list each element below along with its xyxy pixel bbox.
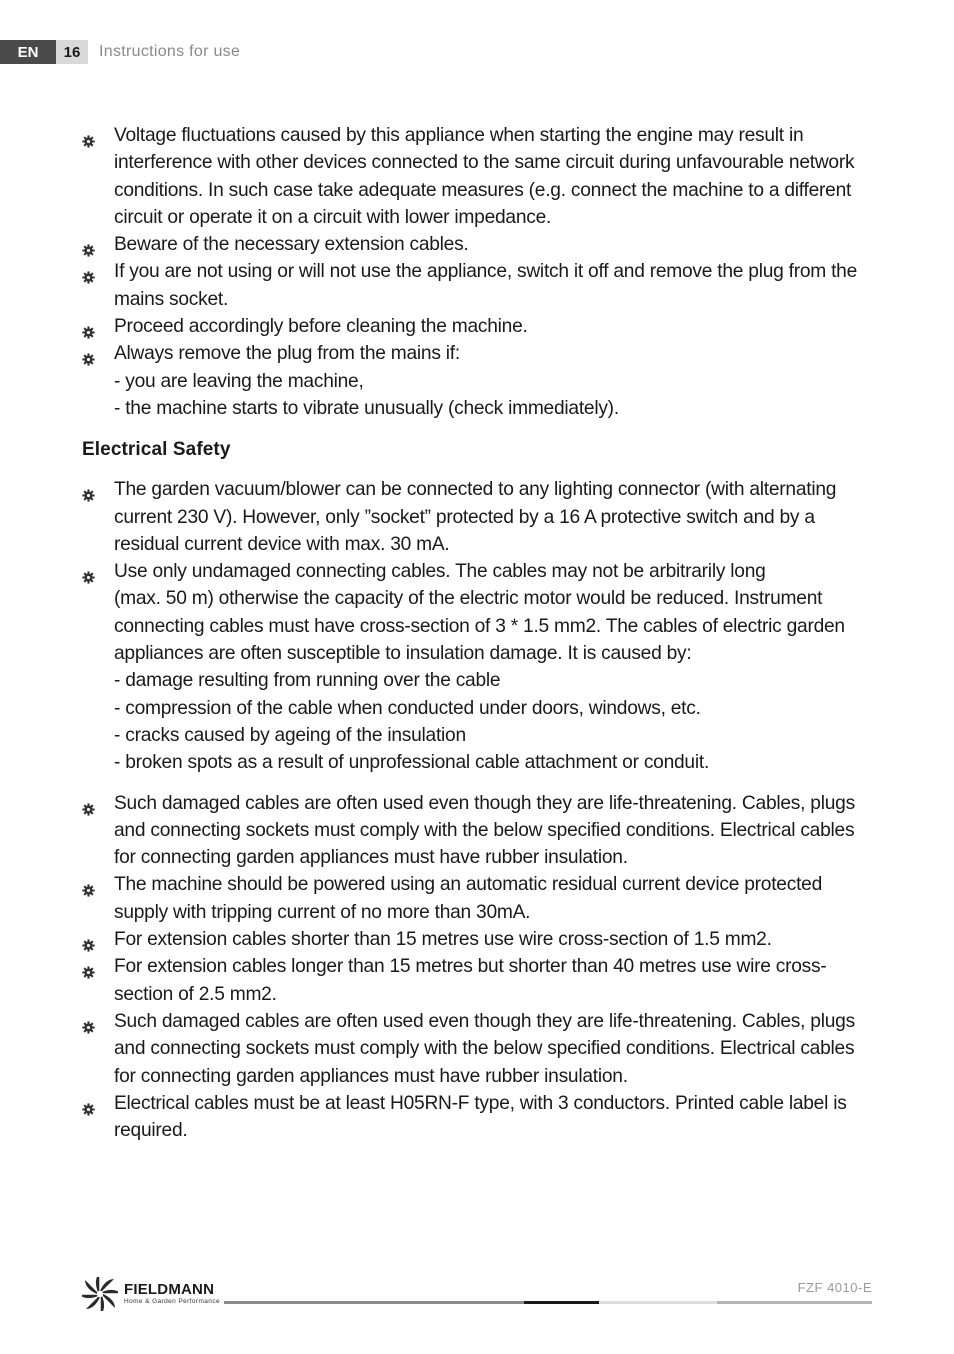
gear-bullet-icon: [82, 483, 95, 496]
gear-bullet-icon: [82, 960, 95, 973]
gear-bullet-icon: [82, 320, 95, 333]
brand-tagline: Home & Garden Performance: [124, 1298, 220, 1305]
gear-bullet-icon: [82, 265, 95, 278]
header-title: Instructions for use: [99, 43, 241, 60]
gear-bullet-icon: [82, 129, 95, 142]
gear-bullet-icon: [82, 1097, 95, 1110]
list-item: Voltage fluctuations caused by this appliance when starting the engine may result in interference with other devices connected to the same circuit during unfavourable network conditions. In such case take adequate measures (e.g. connect the machine to a different circuit or operate it on a circuit with lower impedance.: [82, 122, 877, 231]
list-item: The machine should be powered using an automatic residual current device protected supply with tripping current of no more than 30mA.: [82, 871, 877, 926]
gear-bullet-icon: [82, 933, 95, 946]
footer-rule: [599, 1301, 717, 1304]
list-item: Proceed accordingly before cleaning the machine.: [82, 313, 877, 340]
footer-rule: [524, 1301, 599, 1304]
footer-rule: [717, 1301, 872, 1304]
list-item: The garden vacuum/blower can be connected to any lighting connector (with alternating current 230 V). However, only ”socket” protected by a 16 A protective switch and by a residual current device with max. 30 mA.: [82, 476, 877, 558]
footer-rule: [224, 1301, 524, 1304]
list-item: For extension cables longer than 15 metres but shorter than 40 metres use wire cross-section of 2.5 mm2.: [82, 953, 877, 1008]
brand-name: FIELDMANN: [124, 1281, 215, 1298]
list-item: Always remove the plug from the mains if: - you are leaving the machine, - the machine starts to vibrate unusually (check immediately).: [82, 340, 877, 422]
list-item: If you are not using or will not use the appliance, switch it off and remove the plug from the mains socket.: [82, 258, 877, 313]
gear-bullet-icon: [82, 347, 95, 360]
gear-bullet-icon: [82, 878, 95, 891]
intro-list: [82, 122, 877, 422]
fieldmann-logo-icon: [82, 1277, 118, 1311]
list-item: Beware of the necessary extension cables.: [82, 231, 877, 258]
list-item: Use only undamaged connecting cables. The cables may not be arbitrarily long (max. 50 m) otherwise the capacity of the electric motor would be reduced. Instrument connecting cables must have cross-section of 3 * 1.5 mm2. The cables of electric garden appliances are often susceptible to insulation damage. It is caused by: - damage resulting from running over the cable - compression of the cable when conducted under doors, windows, etc. - cracks caused by ageing of the insulation - broken spots as a result of unprofessional cable attachment or conduit.: [82, 558, 877, 776]
safety-list-a: [82, 476, 877, 776]
language-badge: EN: [0, 40, 56, 64]
sub-item: - the machine starts to vibrate unusually (check immediately).: [114, 397, 619, 419]
gear-bullet-icon: [82, 1015, 95, 1028]
list-item: Such damaged cables are often used even though they are life-threatening. Cables, plugs and connecting sockets must comply with the below specified conditions. Electrical cables for connecting garden appliances must have rubber insulation.: [82, 1008, 877, 1090]
sub-item: - damage resulting from running over the cable: [114, 670, 501, 692]
model-number: FZF 4010-E: [797, 1280, 872, 1295]
safety-list-b: [82, 790, 877, 1145]
list-item: Electrical cables must be at least H05RN-F type, with 3 conductors. Printed cable label is required.: [82, 1090, 877, 1145]
sub-item: - compression of the cable when conducted under doors, windows, etc.: [114, 697, 701, 719]
section-title: Electrical Safety: [82, 439, 231, 461]
gear-bullet-icon: [82, 565, 95, 578]
sub-item: - broken spots as a result of unprofessional cable attachment or conduit.: [114, 752, 710, 774]
gear-bullet-icon: [82, 797, 95, 810]
sub-item: - cracks caused by ageing of the insulation: [114, 724, 466, 746]
page-header: [0, 40, 240, 64]
page-number: 16: [56, 40, 88, 64]
list-item: Such damaged cables are often used even though they are life-threatening. Cables, plugs and connecting sockets must comply with the below specified conditions. Electrical cables for connecting garden appliances must have rubber insulation.: [82, 790, 877, 872]
spacer: [82, 777, 877, 790]
sub-item: - you are leaving the machine,: [114, 370, 364, 392]
document-body: [82, 122, 877, 1144]
continuation-text: (max. 50 m) otherwise the capacity of the electric motor would be reduced. Instrument connecting cables must have cross-section of 3 * 1.5 mm2. The cables of electric garden appliances are often susceptible to insulation damage. It is caused by:: [114, 588, 845, 665]
list-item: For extension cables shorter than 15 metres use wire cross-section of 1.5 mm2.: [82, 926, 877, 953]
gear-bullet-icon: [82, 238, 95, 251]
brand-logo: [82, 1277, 220, 1311]
